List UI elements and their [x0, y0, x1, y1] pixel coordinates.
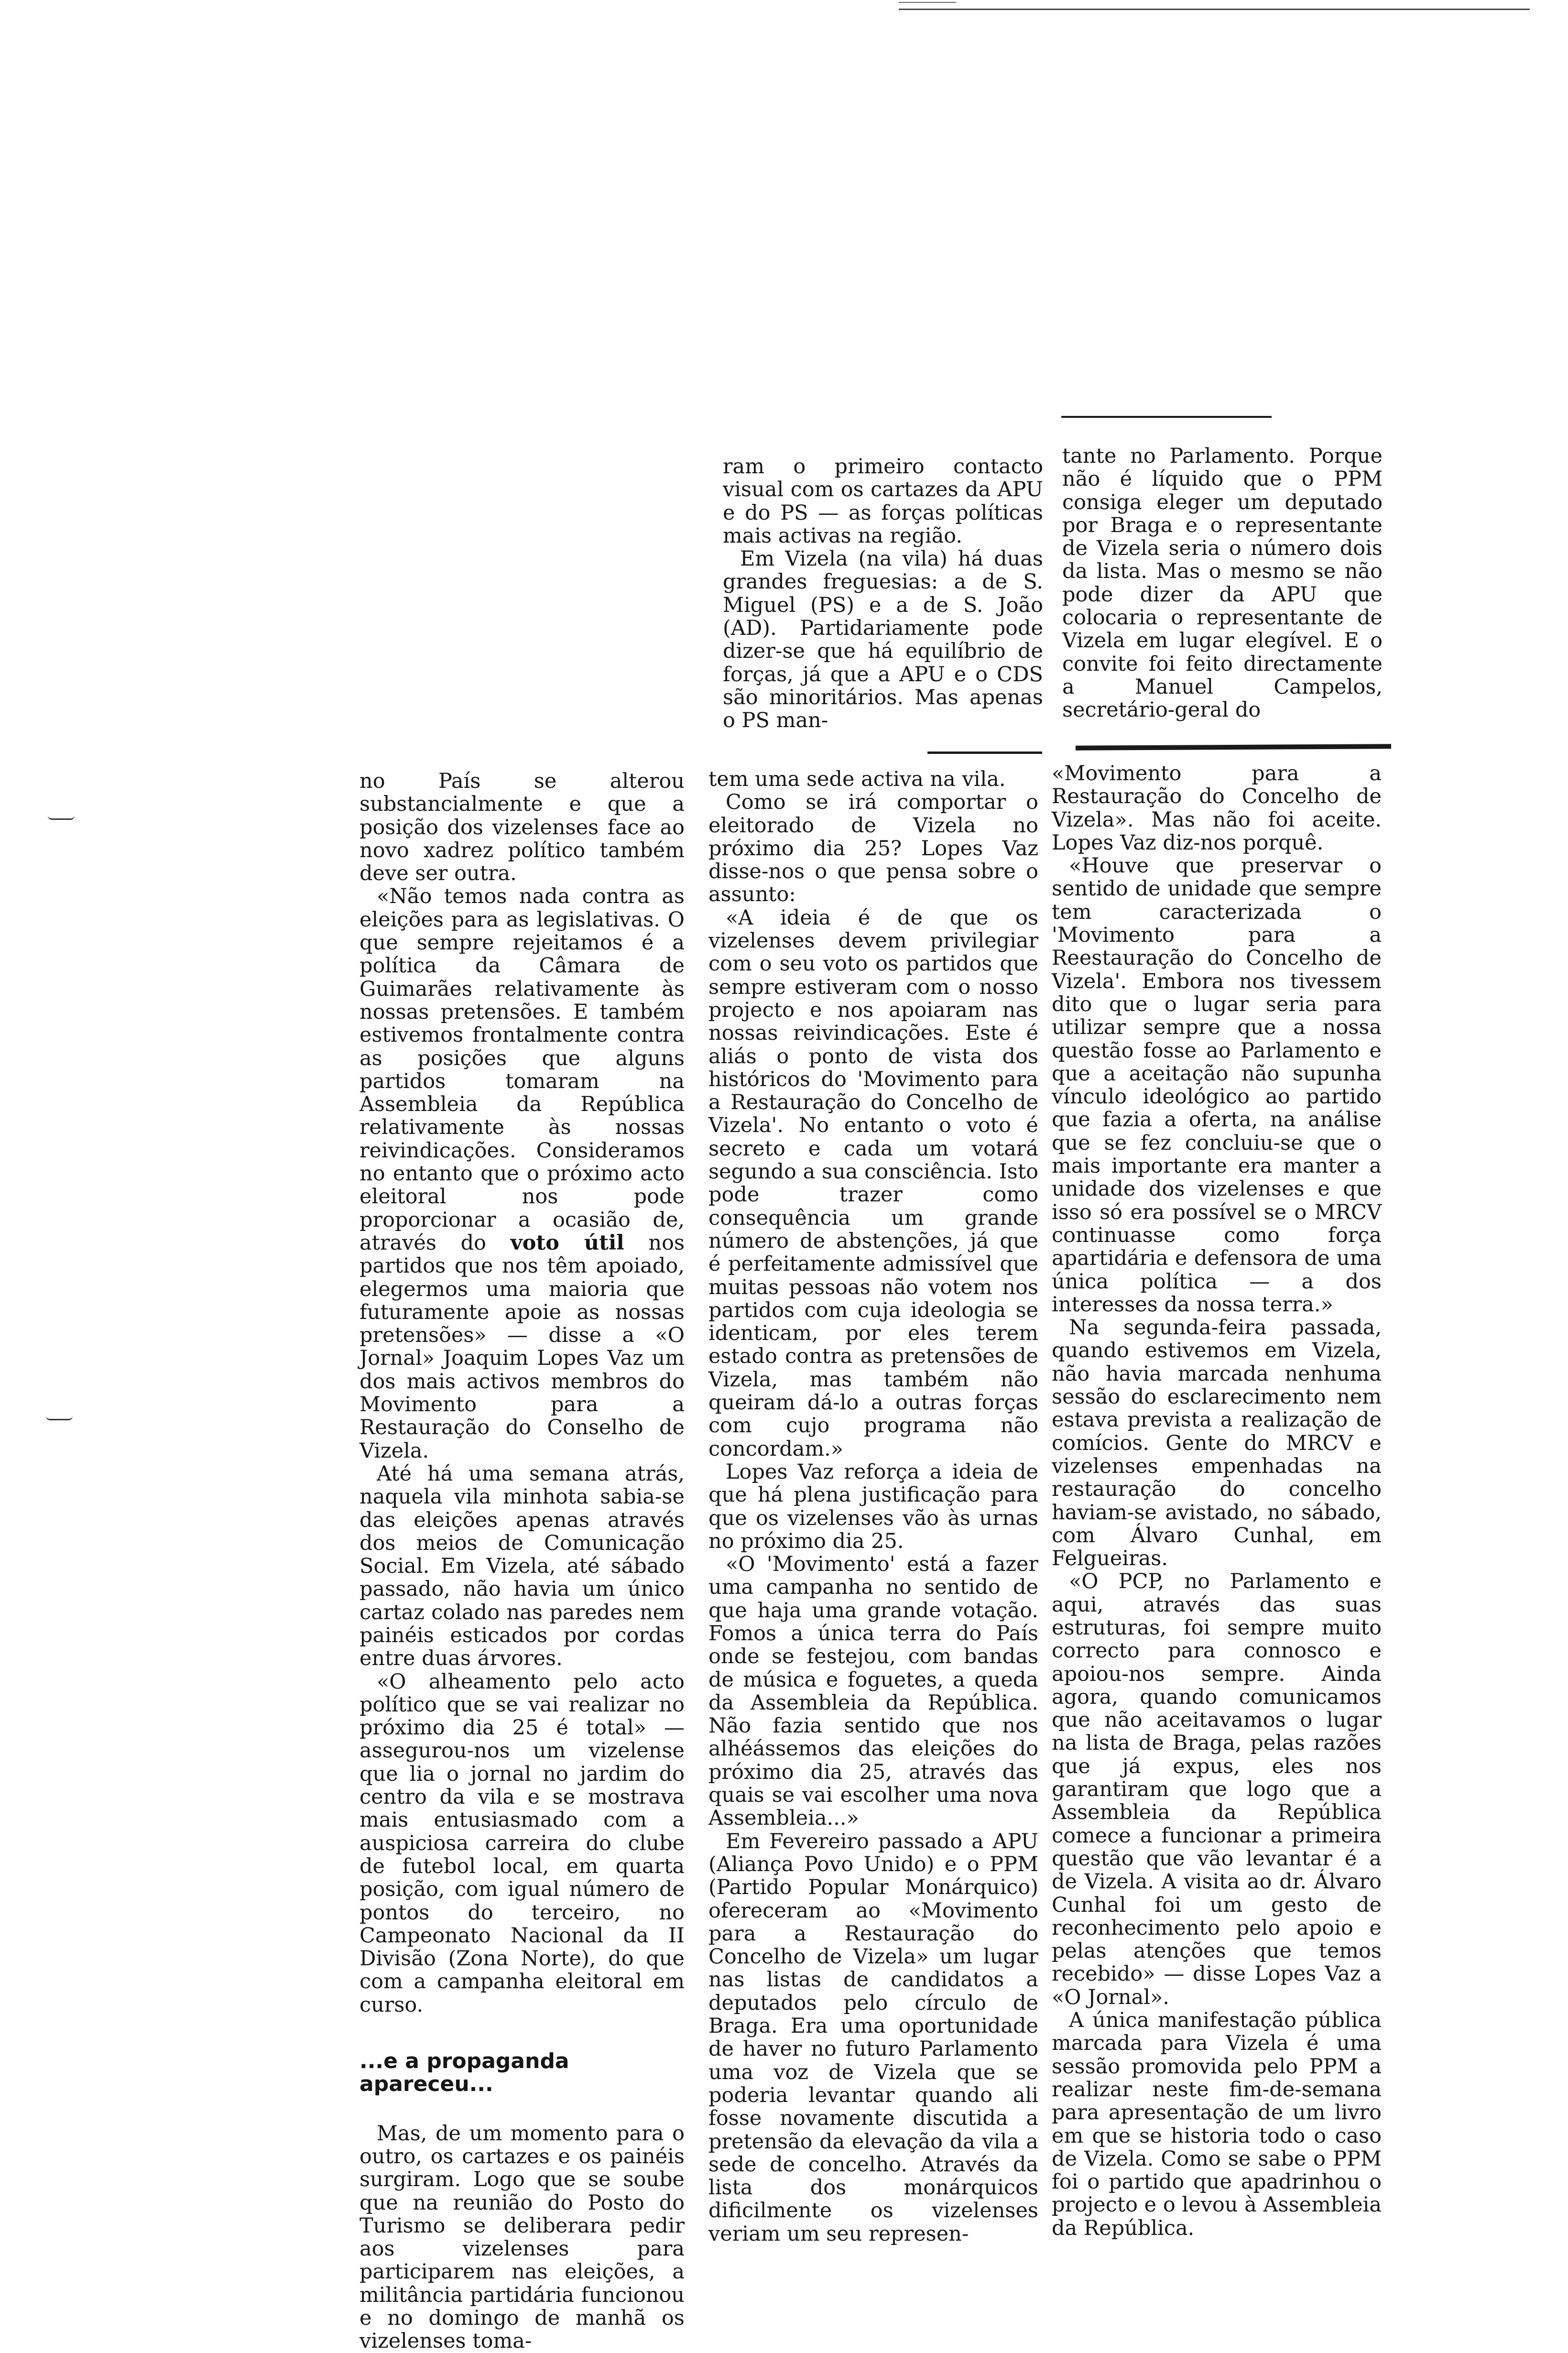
paragraph: Mas, de um momento para o outro, os cartazes e os painéis surgiram. Logo que se soube que na reunião do Posto do Turismo se deliberara pedir aos vizelenses para participarem nas eleições, a militância partidária funcionou e no domingo de manhã os vizelenses toma- [359, 2121, 685, 2353]
article-column-top-right [1062, 445, 1383, 722]
paragraph: Em Vizela (na vila) há duas grandes freguesias: a de S. Miguel (PS) e a de S. João (AD). Partidariamente pode dizer-se que há equilíbrio de forças, já que a APU e o CDS são minoritários. Mas apenas o PS man- [723, 547, 1043, 733]
emphasis-text: voto útil [510, 1231, 624, 1255]
subheading: ...e a propaganda apareceu... [359, 2049, 569, 2097]
article-column-middle [708, 768, 1038, 2245]
paragraph: «O alheamento pelo acto político que se vai realizar no próximo dia 25 é total» — assegurou-nos um vizelense que lia o jornal no jardim do centro da vila e se mostrava mais entusiasmado com a auspiciosa carreira do clube de futebol local, em quarta posição, com igual número de pontos do terceiro, no Campeonato Nacional da II Divisão (Zona Norte), do que com a campanha eleitoral em curso. [359, 1669, 685, 2017]
paragraph: ram o primeiro contacto visual com os cartazes da APU e do PS — as forças políticas mais activas na região. [723, 455, 1043, 548]
paragraph: Até há uma semana atrás, naquela vila minhota sabia-se das eleições apenas através dos meios de Comunicação Social. Em Vizela, até sábado passado, não havia um único cartaz colado nas paredes nem painéis esticados por cordas entre duas árvores. [359, 1461, 685, 1671]
paragraph: «Houve que preservar o sentido de unidade que sempre tem caracterizada o 'Movimento para a Reestauração do Concelho de Vizela'. Embora nos tivessem dito que o lugar seria para utilizar sempre que a nossa questão fosse ao Parlamento e que a aceitação não supunha vínculo ideológico ao partido que fazia a oferta, na análise que se fez concluiu-se que o mais importante era manter a unidade dos vizelenses e que isso só era possível se o MRCV continuasse como força apartidária e defensora de uma única política — a dos interesses da nossa terra.» [1052, 854, 1382, 1317]
paragraph: Lopes Vaz reforça a ideia de que há plena justificação para que os vizelenses vão às urnas no próximo dia 25. [708, 1460, 1038, 1553]
paragraph: «A ideia é de que os vizelenses devem privilegiar com o seu voto os partidos que sempre estiveram com o nosso projecto e nos apoiaram nas nossas reivindicações. Este é aliás o ponto de vista dos históricos do 'Movimento para a Restauração do Concelho de Vizela'. No entanto o voto é secreto e cada um votará segundo a sua consciência. Isto pode trazer como consequência um grande número de abstenções, já que é perfeitamente admissível que muitas pessoas não votem nos partidos com cuja ideologia se identicam, por eles terem estado contra as pretensões de Vizela, mas também não queiram dá-lo a outras forças com cujo programa não concordam.» [708, 905, 1038, 1461]
paragraph: «O 'Movimento' está a fazer uma campanha no sentido de que haja uma grande votação. Fomos a única terra do País onde se festejou, com bandas de música e foguetes, a queda da Assembleia da República. Não fazia sentido que nos alhéássemos das eleições do próximo dia 25, através das quais se vai escolher uma nova Assembleia...» [708, 1552, 1038, 1830]
paragraph: Em Fevereiro passado a APU (Aliança Povo Unido) e o PPM (Partido Popular Monárquico) ofereceram ao «Movimento para a Restauração do Concelho de Vizela» um lugar nas listas de candidatos a deputados pelo círculo de Braga. Era uma oportunidade de haver no futuro Parlamento uma voz de Vizela que se poderia levantar quando ali fosse novamente discutida a pretensão da elevação da vila a sede de concelho. Através da lista dos monárquicos dificilmente os vizelenses veriam um seu represen- [708, 1829, 1038, 2246]
paragraph: tante no Parlamento. Porque não é líquido que o PPM consiga eleger um deputado por Braga e o representante de Vizela seria o número dois da lista. Mas o mesmo se não pode dizer da APU que colocaria o representante de Vizela em lugar elegível. E o convite foi feito directamente a Manuel Campelos, secretário-geral do [1062, 444, 1383, 722]
paragraph: tem uma sede activa na vila. [708, 767, 1006, 791]
paragraph: no País se alterou substancialmente e que a posição dos vizelenses face ao novo xadrez político também deve ser outra. [359, 769, 685, 886]
paragraph: «Movimento para a Restauração do Concelho de Vizela». Mas não foi aceite. Lopes Vaz diz-nos porquê. [1052, 762, 1382, 855]
paragraph: «O PCP, no Parlamento e aqui, através das suas estruturas, foi sempre muito correcto para connosco e apoiou-nos sempre. Ainda agora, quando comunicamos que não aceitavamos o lugar na lista de Braga, pelas razões que já expus, eles nos garantiram que logo que a Assembleia da República comece a funcionar a primeira questão que vão levantar é a de Vizela. A visita ao dr. Álvaro Cunhal foi um gesto de reconhecimento pelo apoio e pelas atenções que temos recebido» — disse Lopes Vaz a «O Jornal». [1052, 1569, 1382, 2009]
article-column-top-middle [723, 455, 1043, 732]
scan-mark-left-upper [48, 816, 75, 820]
quote-text: «Não temos nada contra as eleições para as legislativas. O que sempre rejeitamos é a política da Câmara de Guimarães relativamente às nossas pretensões. E também estivemos frontalmente contra as posições que alguns partidos tomaram na Assembleia da República relativamente às nossas reivindicações. Consideramos no entanto que o próximo acto eleitoral nos pode proporcionar a ocasião de, através do [359, 884, 685, 1255]
quote-text-continued: nos partidos que nos têm apoiado, elegermos uma maioria que futuramente apoie as nossas pretensões» — disse a «O Jornal» Joaquim Lopes Vaz um dos mais activos membros do Movimento para a Restauração do Conselho de Vizela. [359, 1231, 685, 1463]
column-rule-mid [927, 752, 1042, 754]
article-column-right [1052, 762, 1382, 2240]
scan-mark-left-lower [46, 1416, 73, 1420]
top-scan-rule-short [899, 2, 956, 3]
article-column-left [359, 770, 685, 2353]
top-scan-rule [899, 9, 1530, 10]
paragraph [359, 885, 685, 1462]
paragraph: A única manifestação pública marcada para Vizela é uma sessão promovida pelo PPM a realizar neste fim-de-semana para apresentação de um livro em que se historia todo o caso de Vizela. Como se sabe o PPM foi o partido que apadrinhou o projecto e o levou à Assembleia da República. [1052, 2008, 1382, 2240]
column-rule-right [1076, 744, 1391, 750]
column-rule-top-right [1061, 416, 1272, 418]
paragraph: Na segunda-feira passada, quando estivemos em Vizela, não havia marcada nenhuma sessão do esclarecimento nem estava prevista a realização de comícios. Gente do MRCV e vizelenses empenhadas na restauração do concelho haviam-se avistado, no sábado, com Álvaro Cunhal, em Felgueiras. [1052, 1316, 1382, 1571]
paragraph: Como se irá comportar o eleitorado de Vizela no próximo dia 25? Lopes Vaz disse-nos o que pensa sobre o assunto: [708, 790, 1038, 907]
